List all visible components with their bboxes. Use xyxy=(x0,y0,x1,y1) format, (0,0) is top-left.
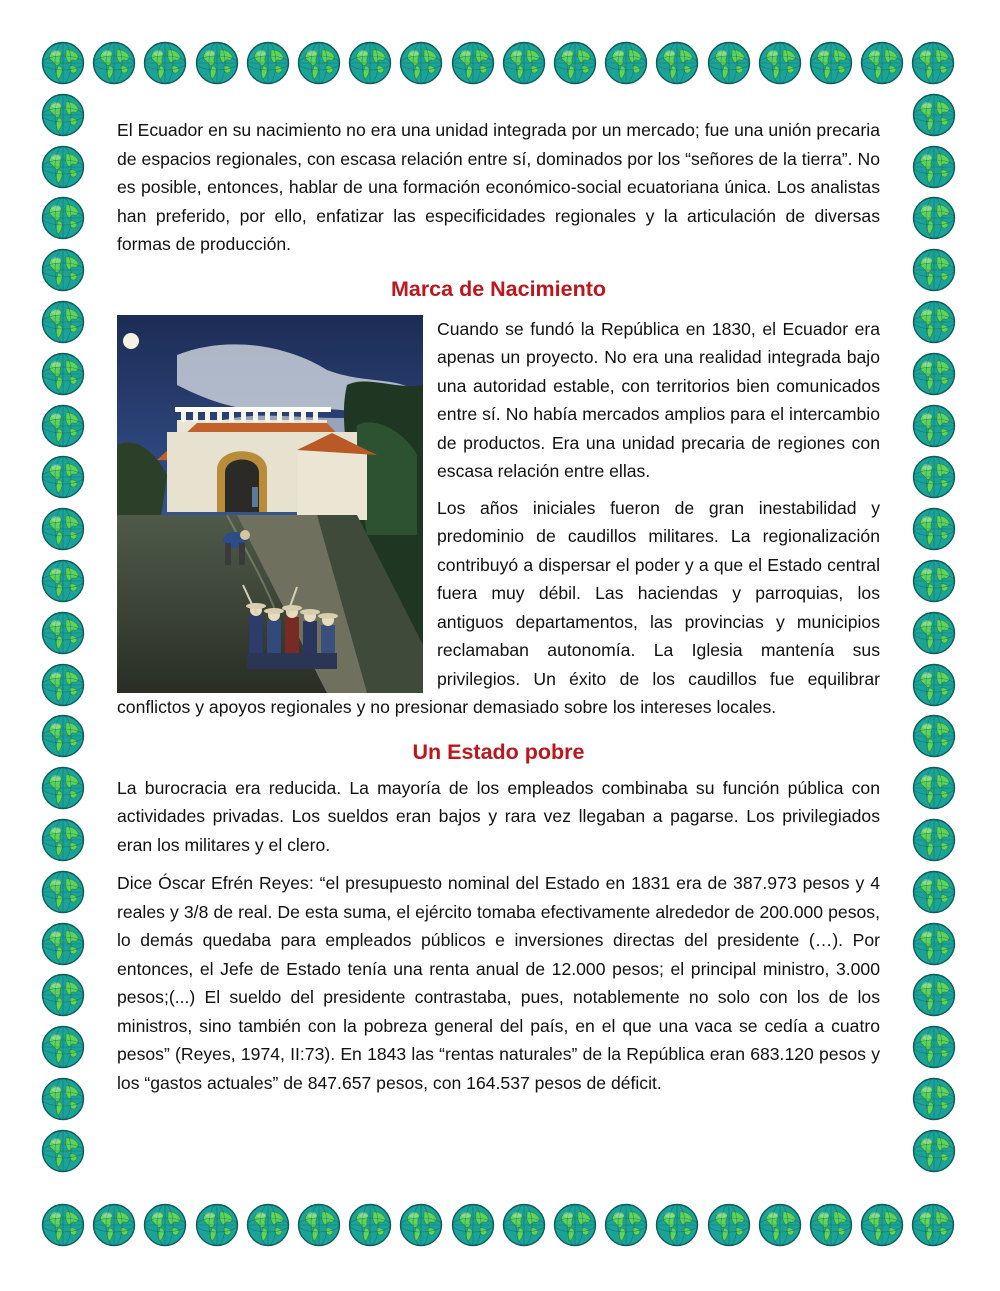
globe-icon xyxy=(297,1203,341,1247)
marca-paragraph-2: Los años iniciales fueron de gran inestabilidad y predominio de caudillos militares. La regionalización contribuyó a dispersar el poder y a que el Estado central fuera muy débil. Las haciendas y parroquias, los antiguos departamentos, las provincias y municipios reclamaban autonomía. La Iglesia mantenía sus privilegios. Un éxito de los caudillos fue equilibrar conflictos y apoyos regionales y no presionar demasiado sobre los intereses locales. xyxy=(117,497,880,717)
globe-icon xyxy=(297,41,341,85)
globe-icon xyxy=(41,766,85,810)
globe-icon xyxy=(604,41,648,85)
globe-icon xyxy=(143,1203,187,1247)
globe-icon xyxy=(41,870,85,914)
globe-icon xyxy=(912,404,956,448)
globe-icon xyxy=(912,766,956,810)
globe-icon xyxy=(912,93,956,137)
globe-icon xyxy=(860,1203,904,1247)
globe-icon xyxy=(912,922,956,966)
globe-icon xyxy=(41,145,85,189)
globe-icon xyxy=(912,300,956,344)
globe-icon xyxy=(912,352,956,396)
globe-icon xyxy=(41,611,85,655)
globe-icon xyxy=(41,1129,85,1173)
globe-icon xyxy=(143,41,187,85)
section-heading-estado: Un Estado pobre xyxy=(412,739,585,764)
globe-icon xyxy=(41,507,85,551)
globe-icon xyxy=(860,41,904,85)
globe-icon xyxy=(41,248,85,292)
globe-icon xyxy=(41,1203,85,1247)
globe-icon xyxy=(41,93,85,137)
globe-icon xyxy=(911,41,955,85)
globe-icon xyxy=(41,973,85,1017)
globe-icon xyxy=(553,41,597,85)
globe-icon xyxy=(246,1203,290,1247)
globe-icon xyxy=(809,41,853,85)
globe-icon xyxy=(912,145,956,189)
globe-icon xyxy=(502,1203,546,1247)
globe-icon xyxy=(41,455,85,499)
globe-icon xyxy=(41,300,85,344)
globe-icon xyxy=(41,663,85,707)
globe-icon xyxy=(912,973,956,1017)
globe-icon xyxy=(553,1203,597,1247)
globe-icon xyxy=(707,1203,751,1247)
globe-icon xyxy=(912,714,956,758)
globe-icon xyxy=(912,663,956,707)
globe-icon xyxy=(41,1077,85,1121)
marca-paragraph-1: Cuando se fundó la República en 1830, el Ecuador era apenas un proyecto. No era una realidad integrada bajo una autoridad estable, con territorios bien comunicados entre sí. No había mercados amplios para el intercambio de productos. Era una unidad precaria de regiones con escasa relación entre ellas. xyxy=(437,318,880,481)
page-content xyxy=(117,116,880,1097)
globe-icon xyxy=(41,196,85,240)
estado-paragraph-1: La burocracia era reducida. La mayoría de los empleados combinaba su función pública con actividades privadas. Los sueldos eran bajos y rara vez llegaban a pagarse. Los privilegiados eran los militares y el clero. xyxy=(117,777,880,855)
estado-paragraph-2: Dice Óscar Efrén Reyes: “el presupuesto nominal del Estado en 1831 era de 387.973 pesos y 4 reales y 3/8 de real. De esta suma, el ejército tomaba efectivamente alrededor de 200.000 pesos, lo demás quedaba para empleados públicos e inversiones directas del presidente (…). Por entonces, el Jefe de Estado tenía una renta anual de 12.000 pesos; el principal ministro, 3.000 pesos;(...) El sueldo del presidente contrastaba, pues, notablemente no solo con los de los ministros, sino también con la pobreza general del país, en el que una vaca se cedía a cuatro pesos” (Reyes, 1974, II:73). En 1843 las “rentas naturales” de la República eran 683.120 pesos y los “gastos actuales” de 847.657 pesos, con 164.537 pesos de déficit. xyxy=(117,873,880,1093)
globe-icon xyxy=(348,1203,392,1247)
globe-icon xyxy=(912,818,956,862)
globe-icon xyxy=(348,41,392,85)
globe-icon xyxy=(912,1129,956,1173)
globe-icon xyxy=(451,41,495,85)
globe-icon xyxy=(92,1203,136,1247)
globe-icon xyxy=(912,1025,956,1069)
globe-icon xyxy=(41,352,85,396)
globe-icon xyxy=(41,818,85,862)
globe-icon xyxy=(604,1203,648,1247)
globe-icon xyxy=(912,248,956,292)
globe-icon xyxy=(502,41,546,85)
globe-icon xyxy=(655,1203,699,1247)
globe-icon xyxy=(655,41,699,85)
globe-icon xyxy=(912,196,956,240)
globe-icon xyxy=(399,1203,443,1247)
globe-icon xyxy=(912,559,956,603)
globe-icon xyxy=(41,559,85,603)
globe-icon xyxy=(195,1203,239,1247)
globe-icon xyxy=(911,1203,955,1247)
globe-icon xyxy=(451,1203,495,1247)
globe-icon xyxy=(41,1025,85,1069)
globe-icon xyxy=(912,870,956,914)
globe-icon xyxy=(399,41,443,85)
colonial-street-painting xyxy=(117,315,423,693)
globe-icon xyxy=(41,41,85,85)
section-heading-marca: Marca de Nacimiento xyxy=(390,276,607,301)
globe-icon xyxy=(41,404,85,448)
intro-paragraph: El Ecuador en su nacimiento no era una unidad integrada por un mercado; fue una unión precaria de espacios regionales, con escasa relación entre sí, dominados por los “señores de la tierra”. No es posible, entonces, hablar de una formación económico-social ecuatoriana única. Los analistas han preferido, por ello, enfatizar las especificidades regionales y la articulación de diversas formas de producción. xyxy=(117,120,880,254)
globe-icon xyxy=(912,455,956,499)
globe-icon xyxy=(912,507,956,551)
globe-icon xyxy=(92,41,136,85)
globe-icon xyxy=(912,611,956,655)
globe-icon xyxy=(758,1203,802,1247)
globe-icon xyxy=(246,41,290,85)
globe-icon xyxy=(809,1203,853,1247)
globe-icon xyxy=(758,41,802,85)
globe-icon xyxy=(912,1077,956,1121)
globe-icon xyxy=(195,41,239,85)
globe-icon xyxy=(41,922,85,966)
globe-icon xyxy=(41,714,85,758)
globe-icon xyxy=(707,41,751,85)
